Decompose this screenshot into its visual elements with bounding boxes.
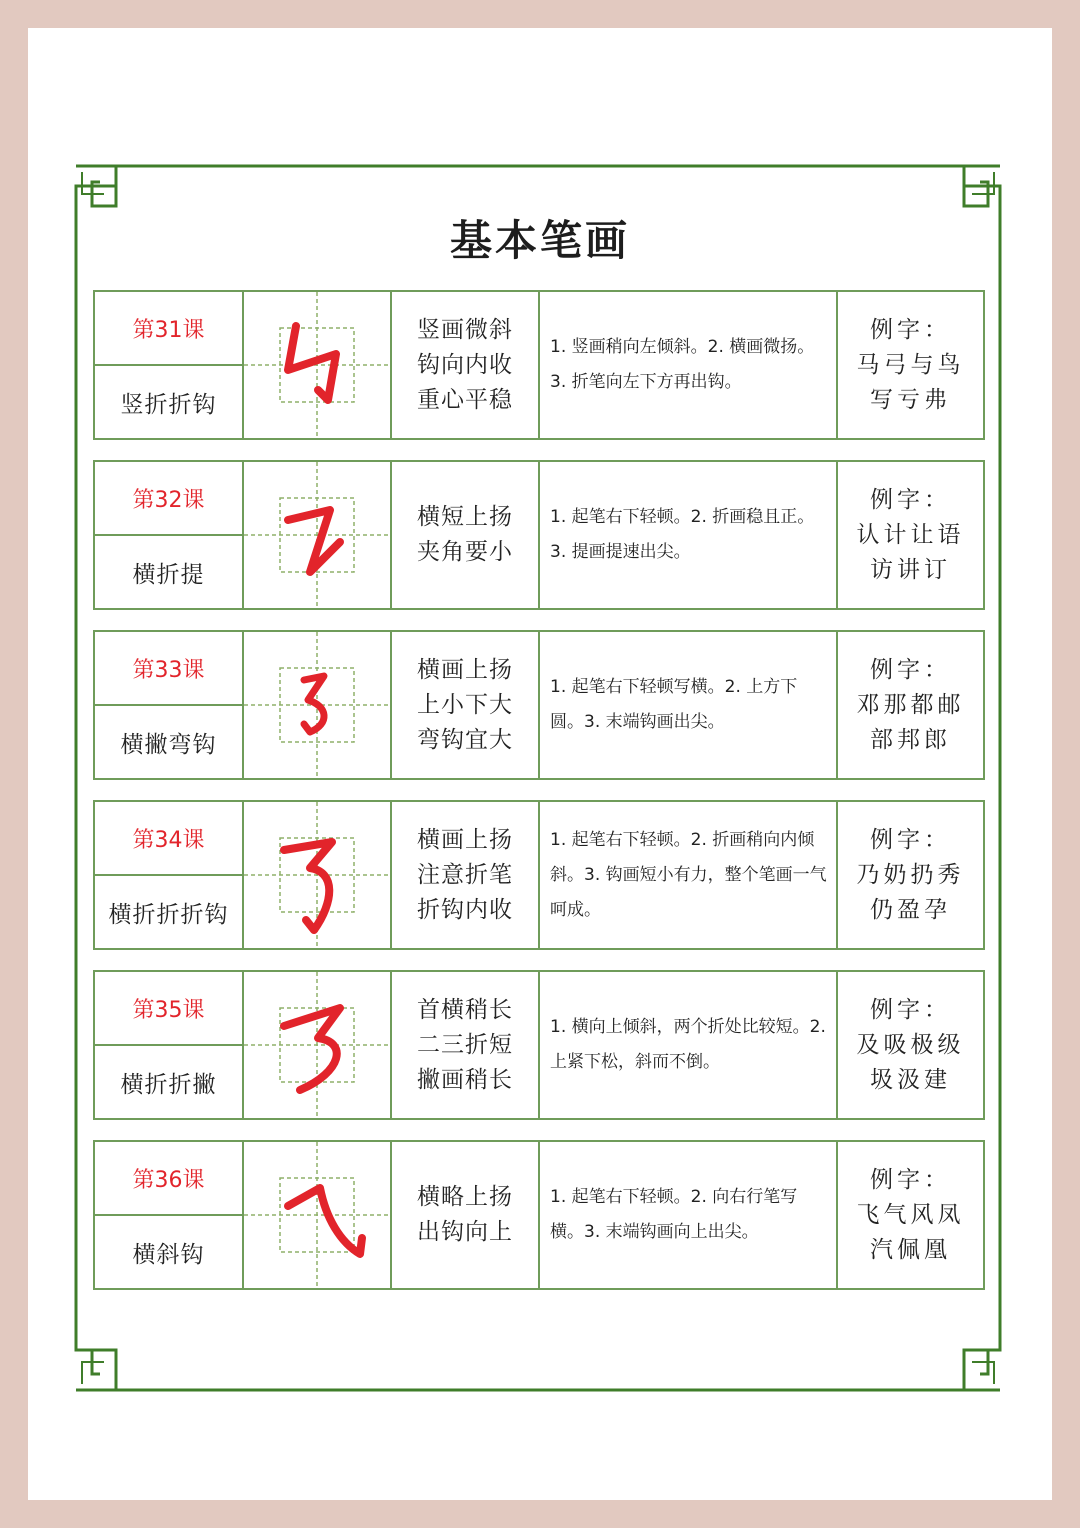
lesson-number: 第34课 — [95, 802, 242, 876]
example-chars: 及吸极级 — [856, 1031, 965, 1058]
description-cell — [540, 1142, 838, 1288]
tips-cell — [392, 292, 540, 438]
stroke-description: 1. 竖画稍向左倾斜。2. 横画微扬。3. 折笔向左下方再出钩。 — [550, 337, 815, 392]
stroke-demo-cell — [244, 972, 392, 1118]
hengpiewangou-stroke-icon — [244, 632, 390, 778]
stroke-demo-cell — [244, 292, 392, 438]
tips-cell — [392, 632, 540, 778]
example-label: 例字： — [870, 826, 951, 853]
hengzhezhepie-stroke-icon — [244, 972, 390, 1118]
tip-line: 折钩内收 — [417, 896, 513, 923]
example-chars: 汽佩凰 — [870, 1236, 951, 1263]
lesson-id-cell — [95, 292, 244, 438]
lesson-number: 第36课 — [95, 1142, 242, 1216]
tip-line: 钩向内收 — [417, 351, 513, 378]
lesson-row-35 — [93, 970, 985, 1120]
examples-cell — [838, 1142, 983, 1288]
lesson-number: 第32课 — [95, 462, 242, 536]
tip-line: 弯钩宜大 — [417, 726, 513, 753]
description-cell — [540, 632, 838, 778]
stroke-name: 竖折折钩 — [120, 391, 217, 418]
stroke-name: 横折提 — [132, 561, 205, 588]
tips-cell — [392, 1142, 540, 1288]
lesson-id-cell — [95, 632, 244, 778]
lesson-id-cell — [95, 462, 244, 608]
tips-cell — [392, 802, 540, 948]
stroke-demo-cell — [244, 462, 392, 608]
example-label: 例字： — [870, 316, 951, 343]
stroke-name: 横折折折钩 — [108, 901, 229, 928]
tip-line: 注意折笔 — [417, 861, 513, 888]
example-label: 例字： — [870, 486, 951, 513]
stroke-demo-cell — [244, 1142, 392, 1288]
lesson-number: 第35课 — [95, 972, 242, 1046]
description-cell — [540, 462, 838, 608]
example-chars: 邓那都邮 — [856, 691, 965, 718]
tip-line: 撇画稍长 — [417, 1066, 513, 1093]
tip-line: 二三折短 — [417, 1031, 513, 1058]
example-chars: 写亏弗 — [870, 386, 951, 413]
examples-cell — [838, 972, 983, 1118]
lesson-row-31 — [93, 290, 985, 440]
lesson-row-36 — [93, 1140, 985, 1290]
lesson-id-cell — [95, 1142, 244, 1288]
description-cell — [540, 972, 838, 1118]
lesson-number: 第33课 — [95, 632, 242, 706]
lesson-row-34 — [93, 800, 985, 950]
hengzhezhezhegou-stroke-icon — [244, 802, 390, 948]
lesson-id-cell — [95, 802, 244, 948]
stroke-demo-cell — [244, 632, 392, 778]
examples-cell — [838, 802, 983, 948]
stroke-demo-cell — [244, 802, 392, 948]
stroke-name: 横斜钩 — [132, 1241, 205, 1268]
tips-cell — [392, 462, 540, 608]
tips-cell — [392, 972, 540, 1118]
stroke-name: 横折折撇 — [120, 1071, 217, 1098]
tip-line: 横短上扬 — [417, 504, 513, 530]
tip-line: 上小下大 — [417, 691, 513, 718]
description-cell — [540, 292, 838, 438]
tip-line: 出钩向上 — [417, 1219, 513, 1245]
page-title: 基本笔画 — [449, 216, 630, 265]
stroke-description: 1. 横向上倾斜，两个折处比较短。2. 上紧下松，斜而不倒。 — [550, 1017, 826, 1072]
description-cell — [540, 802, 838, 948]
examples-cell — [838, 292, 983, 438]
example-label: 例字： — [870, 656, 951, 683]
example-chars: 访讲订 — [870, 556, 951, 583]
tip-line: 横画上扬 — [417, 826, 513, 853]
hengxiegou-stroke-icon — [244, 1142, 390, 1288]
stroke-name: 横撇弯钩 — [120, 731, 217, 758]
tip-line: 竖画微斜 — [417, 316, 513, 343]
example-chars: 仍盈孕 — [870, 896, 951, 923]
stroke-description: 1. 起笔右下轻顿。2. 向右行笔写横。3. 末端钩画向上出尖。 — [550, 1187, 798, 1242]
shuzhezhegou-stroke-icon — [244, 292, 390, 438]
example-chars: 飞气风凤 — [856, 1201, 965, 1228]
stroke-description: 1. 起笔右下轻顿写横。2. 上方下圆。3. 末端钩画出尖。 — [550, 677, 798, 732]
example-chars: 乃奶扔秀 — [856, 861, 965, 888]
examples-cell — [838, 632, 983, 778]
examples-cell — [838, 462, 983, 608]
example-chars: 部邦郎 — [870, 726, 951, 753]
lesson-row-33 — [93, 630, 985, 780]
tip-line: 横略上扬 — [417, 1184, 513, 1210]
tip-line: 重心平稳 — [417, 386, 513, 413]
lesson-id-cell — [95, 972, 244, 1118]
example-chars: 马弓与鸟 — [856, 351, 965, 378]
example-label: 例字： — [870, 996, 951, 1023]
hengzheti-stroke-icon — [244, 462, 390, 608]
stroke-description: 1. 起笔右下轻顿。2. 折画稍向内倾斜。3. 钩画短小有力，整个笔画一气呵成。 — [550, 829, 827, 920]
tip-line: 横画上扬 — [417, 656, 513, 683]
stroke-description: 1. 起笔右下轻顿。2. 折画稳且正。3. 提画提速出尖。 — [550, 507, 815, 562]
lesson-number: 第31课 — [95, 292, 242, 366]
example-label: 例字： — [870, 1166, 951, 1193]
example-chars: 圾汲建 — [870, 1066, 951, 1093]
lesson-row-32 — [93, 460, 985, 610]
tip-line: 首横稍长 — [417, 996, 513, 1023]
tip-line: 夹角要小 — [417, 539, 513, 565]
example-chars: 认计让语 — [856, 521, 965, 548]
